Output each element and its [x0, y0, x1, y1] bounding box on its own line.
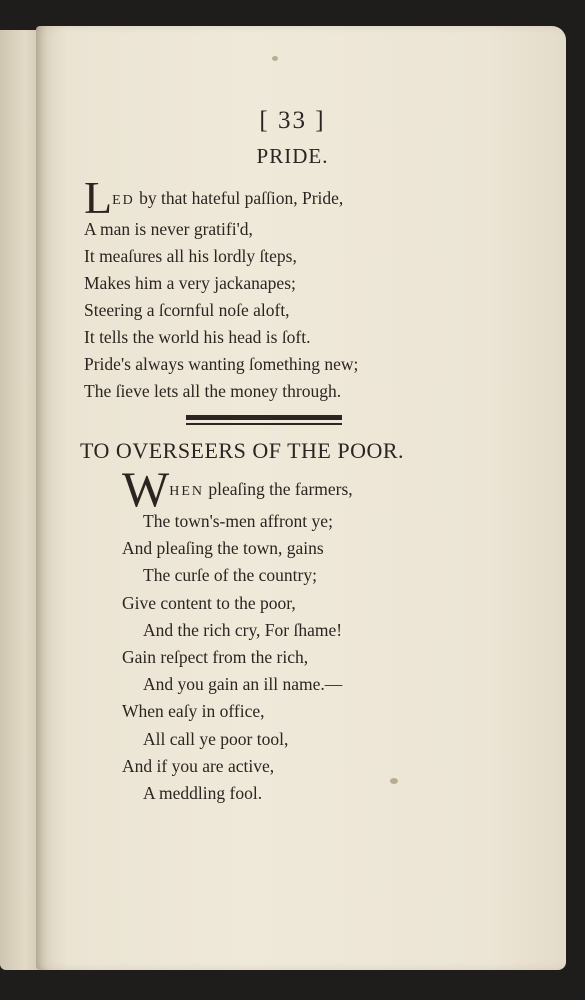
poem-line: When eaſy in office,	[122, 701, 265, 722]
poem-pride	[84, 172, 359, 405]
poem-line: And pleaſing the town, gains	[122, 538, 324, 559]
poem-line: It tells the world his head is ſoft.	[84, 327, 311, 347]
poem-line: And you gain an ill name.—	[143, 674, 343, 695]
poem-title-pride: PRIDE.	[256, 144, 329, 168]
poem-line: A man is never gratifi'd,	[84, 219, 253, 239]
poem-line: It meaſures all his lordly ſteps,	[84, 246, 297, 266]
poem-line	[84, 172, 358, 223]
paper-speck	[390, 778, 398, 784]
drop-cap: W	[122, 461, 170, 517]
small-caps: HEN	[169, 484, 204, 499]
page-number: [ 33 ]	[259, 107, 326, 134]
poem-line: The town's-men affront ye;	[143, 511, 333, 531]
poem-line: Pride's always wanting ſomething new;	[84, 354, 359, 374]
poem-line	[122, 461, 353, 517]
line-text: by that hateful paſſion, Pride,	[134, 188, 344, 208]
poem-line: A meddling fool.	[143, 782, 263, 803]
ornamental-divider	[186, 415, 342, 426]
poem-line: The ſieve lets all the money through.	[84, 381, 342, 401]
poem-overseers	[122, 461, 353, 807]
poem-line: And if you are active,	[122, 755, 275, 776]
divider-rule-thin	[186, 423, 342, 425]
poem-line: Gain reſpect from the rich,	[122, 646, 309, 667]
paper-speck	[272, 56, 278, 61]
small-caps: ED	[112, 193, 135, 208]
poem-line: Makes him a very jackanapes;	[84, 273, 296, 293]
poem-lines	[122, 508, 353, 807]
poem-line: And the rich cry, For ſhame!	[143, 619, 343, 640]
line-text: pleaſing the farmers,	[203, 479, 353, 499]
poem-line: Give content to the poor,	[122, 592, 296, 613]
poem-line: All call ye poor tool,	[143, 728, 289, 749]
poem-line: The curſe of the country;	[143, 565, 317, 586]
drop-cap: L	[84, 172, 113, 223]
divider-rule-thick	[186, 415, 342, 420]
poem-title-overseers: TO OVERSEERS OF THE POOR.	[80, 438, 405, 463]
poem-line: Steering a ſcornful noſe aloft,	[84, 300, 290, 320]
